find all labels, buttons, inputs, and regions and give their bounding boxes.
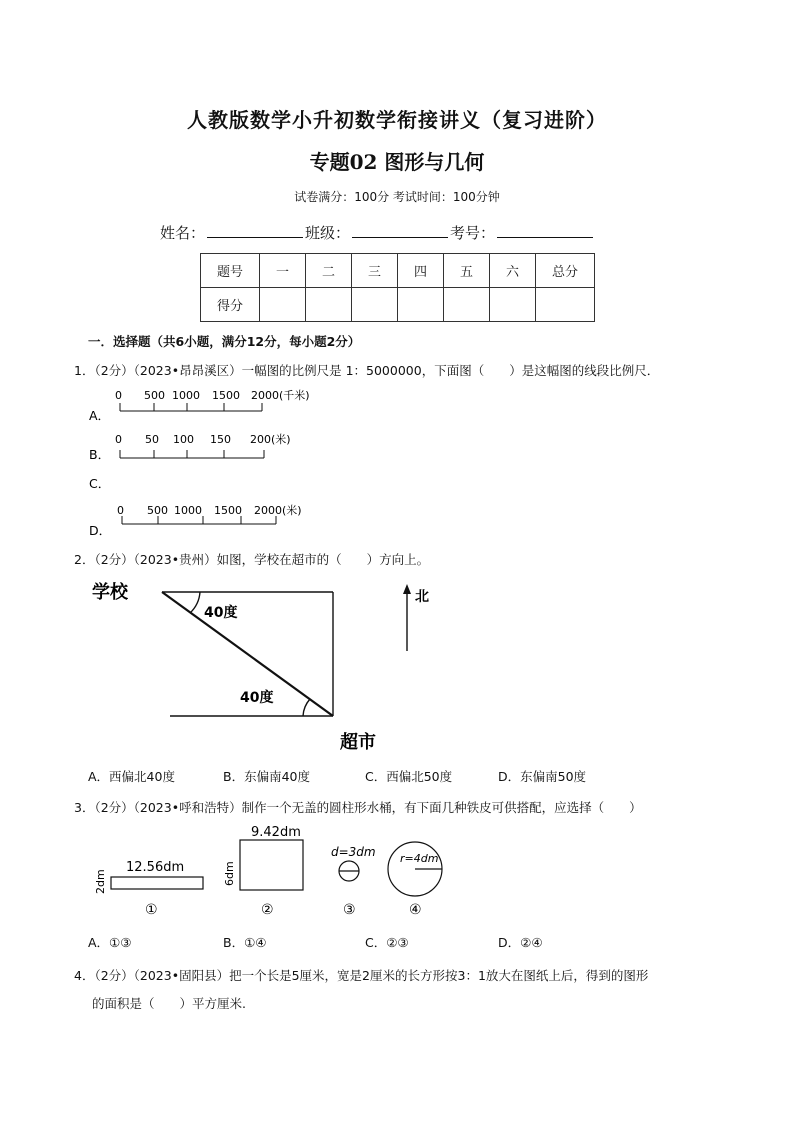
arrow-up-icon <box>403 584 411 594</box>
score-header-cell: 总分 <box>536 254 595 288</box>
q3-s1-num: ① <box>145 902 158 918</box>
question-2-stem: 2．（2分）（2023•贵州）如图，学校在超市的（ ）方向上。 <box>74 552 430 567</box>
score-header-cell: 六 <box>490 254 536 288</box>
q1-b-tick: 100 <box>173 433 194 446</box>
q1-a-tick: 1500 <box>212 389 240 402</box>
question-3-stem: 3．（2分）（2023•呼和浩特）制作一个无盖的圆柱形水桶，有下面几种铁皮可供搭配，应选择（ ） <box>74 800 642 815</box>
q3-sheet-1 <box>111 877 203 889</box>
name-label: 姓名： <box>160 224 206 242</box>
score-cell[interactable] <box>352 288 398 322</box>
doc-subtitle: 专题02 图形与几何 <box>309 150 485 174</box>
q2-market-label: 超市 <box>340 732 376 753</box>
section-heading: 一．选择题（共6小题，满分12分，每小题2分） <box>88 334 361 349</box>
q3-option-b[interactable]: B．①④ <box>223 935 267 950</box>
number-blank[interactable] <box>497 223 593 238</box>
q2-direction-figure <box>90 576 450 756</box>
q1-option-a-label: A． <box>89 408 111 423</box>
q1-d-tick: 1500 <box>214 504 242 517</box>
score-cell[interactable] <box>260 288 306 322</box>
q3-sheet-figures <box>88 826 468 926</box>
q1-option-a-scale <box>120 403 262 411</box>
q2-option-c[interactable]: C．西偏北50度 <box>365 769 453 784</box>
q1-d-tick: 0 <box>117 504 124 517</box>
q2-angle-label-bottom: 40度 <box>240 690 274 706</box>
score-header-cell: 四 <box>398 254 444 288</box>
q2-option-b[interactable]: B．东偏南40度 <box>223 769 310 784</box>
q1-scale-options <box>86 384 346 544</box>
q1-option-b-label: B． <box>89 447 111 462</box>
q1-b-tick: 200(米) <box>250 433 291 446</box>
q3-s1-width: 2dm <box>94 869 107 894</box>
score-cell[interactable] <box>306 288 352 322</box>
q2-option-d[interactable]: D．东偏南50度 <box>498 769 587 784</box>
q3-s2-width: 6dm <box>223 861 236 886</box>
q1-option-d-scale <box>122 516 276 524</box>
q2-angle-arc-bottom <box>303 699 310 716</box>
q3-s4-num: ④ <box>409 902 422 918</box>
q3-option-d[interactable]: D．②④ <box>498 935 543 950</box>
score-cell[interactable] <box>444 288 490 322</box>
exam-info: 试卷满分：100分 考试时间：100分钟 <box>294 190 500 204</box>
number-label: 考号： <box>450 224 496 242</box>
q1-a-tick: 500 <box>144 389 165 402</box>
student-fields <box>160 222 595 243</box>
score-table-header-row <box>201 254 595 288</box>
q1-a-tick: 0 <box>115 389 122 402</box>
doc-title: 人教版数学小升初数学衔接讲义（复习进阶） <box>187 108 607 132</box>
q3-option-c[interactable]: C．②③ <box>365 935 409 950</box>
score-header-cell: 三 <box>352 254 398 288</box>
q1-d-tick: 500 <box>147 504 168 517</box>
q2-angle-label-top: 40度 <box>204 605 238 621</box>
q3-s3-label: d=3dm <box>331 845 376 859</box>
q2-north-label: 北 <box>415 589 429 605</box>
class-blank[interactable] <box>352 223 448 238</box>
score-header-cell: 五 <box>444 254 490 288</box>
q2-school-label: 学校 <box>92 582 128 603</box>
q1-b-tick: 150 <box>210 433 231 446</box>
q1-a-tick: 2000(千米) <box>251 389 310 402</box>
q1-option-b-scale <box>120 450 264 458</box>
q1-option-c-label: C． <box>89 476 111 491</box>
q1-d-tick: 1000 <box>174 504 202 517</box>
q1-a-tick: 1000 <box>172 389 200 402</box>
q1-option-d-label: D． <box>89 523 112 538</box>
score-cell[interactable] <box>398 288 444 322</box>
score-header-cell: 一 <box>260 254 306 288</box>
q2-angle-arc-top <box>190 592 200 613</box>
question-1-stem: 1．（2分）（2023•昂昂溪区）一幅图的比例尺是 1：5000000，下面图（ ）是这幅图的线段比例尺． <box>74 363 660 378</box>
score-table-score-row <box>201 288 595 322</box>
class-label: 班级： <box>305 224 351 242</box>
q1-b-tick: 50 <box>145 433 159 446</box>
question-4-stem-line1: 4．（2分）（2023•固阳县）把一个长是5厘米，宽是2厘米的长方形按3：1放大在图纸上后，得到的图形 <box>74 968 649 983</box>
q1-d-tick: 2000(米) <box>254 504 302 517</box>
q3-s2-num: ② <box>261 902 274 918</box>
q3-s3-num: ③ <box>343 902 356 918</box>
score-cell[interactable] <box>490 288 536 322</box>
q2-option-a[interactable]: A．西偏北40度 <box>88 769 175 784</box>
question-4-stem-line2: 的面积是（ ）平方厘米. <box>92 996 246 1011</box>
score-table <box>200 253 595 322</box>
score-row-label: 得分 <box>201 288 260 322</box>
score-header-cell: 题号 <box>201 254 260 288</box>
q3-option-a[interactable]: A．①③ <box>88 935 132 950</box>
q3-sheet-2 <box>240 840 303 890</box>
score-cell[interactable] <box>536 288 595 322</box>
name-blank[interactable] <box>207 223 303 238</box>
score-header-cell: 二 <box>306 254 352 288</box>
q1-b-tick: 0 <box>115 433 122 446</box>
q3-s4-label: r=4dm <box>400 852 439 865</box>
q3-s2-length: 9.42dm <box>251 826 301 840</box>
q3-s1-length: 12.56dm <box>126 860 185 875</box>
